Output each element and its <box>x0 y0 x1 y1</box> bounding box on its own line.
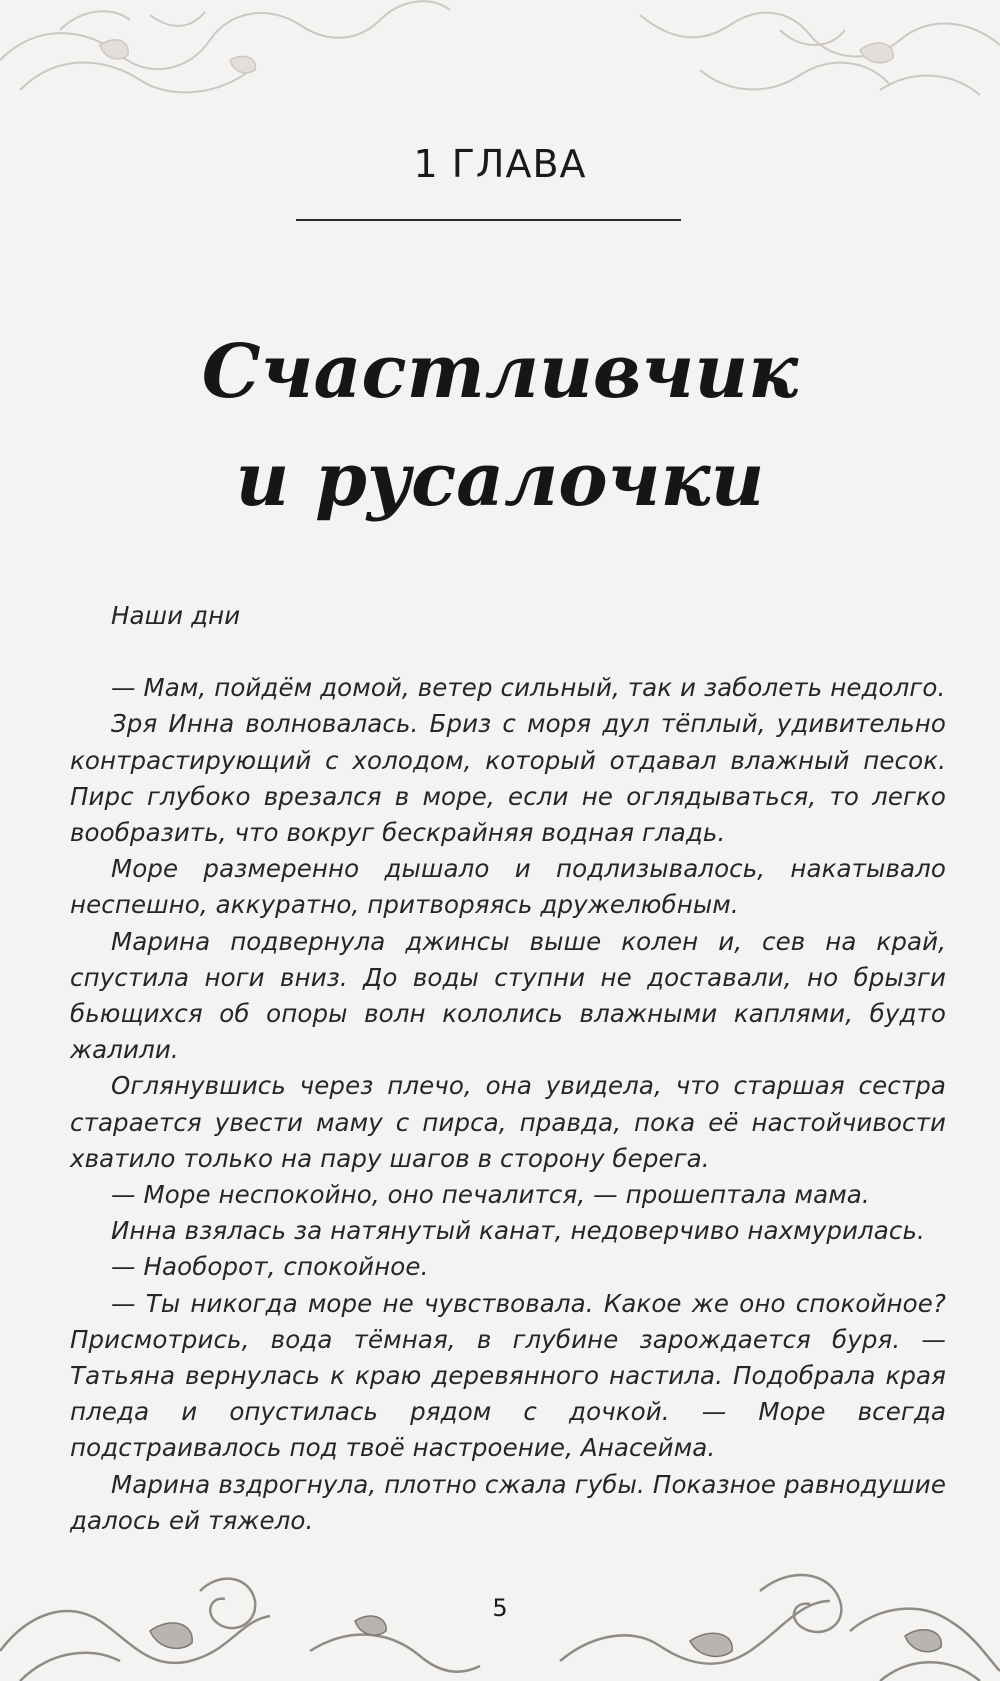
chapter-title-line-2: и русалочки <box>235 437 765 523</box>
place-time-heading: Наши дни <box>111 601 241 630</box>
chapter-title <box>0 318 1000 534</box>
paragraph: — Наоборот, спокойное. <box>111 1252 429 1282</box>
paragraph: Оглянувшись через плечо, она увидела, что старшая сестра старается увести маму с пирса, правда, пока её настойчивости хватило только на пару шагов в сторону берега. <box>70 1071 946 1173</box>
chapter-text <box>70 598 946 1539</box>
paragraph: Море размеренно дышало и подлизывалось, накатывало неспешно, аккуратно, притворяясь дружелюбным. <box>70 854 946 920</box>
bottom-ornament-decoration <box>0 1531 1000 1681</box>
paragraph: Зря Инна волновалась. Бриз с моря дул тёплый, удивительно контрастирующий с холодом, который отдавал влажный песок. Пирс глубоко врезался в море, если не оглядываться, то легко вообразить, что вокруг бескрайняя водная гладь. <box>70 709 946 848</box>
chapter-divider-line <box>296 219 681 221</box>
paragraph: — Мам, пойдём домой, ветер сильный, так и заболеть недолго. <box>111 673 946 703</box>
top-ornament-decoration <box>0 0 1000 110</box>
paragraph: Марина вздрогнула, плотно сжала губы. Показное равнодушие далось ей тяжело. <box>70 1469 946 1535</box>
chapter-title-line-1: Счастливчик <box>201 329 799 415</box>
paragraph: — Ты никогда море не чувствовала. Какое же оно спокойное? Присмотрись, вода тёмная, в глубине зарождается буря. — Татьяна вернулась к краю деревянного настила. Подобрала края пледа и опустилась рядом с дочкой. — Море всегда подстраивалось под твоё настроение, Анасейма. <box>70 1288 946 1463</box>
paragraph: Марина подвернула джинсы выше колен и, сев на край, спустила ноги вниз. До воды ступни не доставали, но брызги бьющихся об опоры волн кололись влажными каплями, будто жалили. <box>70 926 946 1065</box>
chapter-number-label: 1 ГЛАВА <box>413 142 587 186</box>
paragraph: Инна взялась за натянутый канат, недоверчиво нахмурилась. <box>111 1216 925 1246</box>
page-number: 5 <box>492 1594 508 1622</box>
paragraph: — Море неспокойно, оно печалится, — прошептала мама. <box>111 1180 870 1210</box>
